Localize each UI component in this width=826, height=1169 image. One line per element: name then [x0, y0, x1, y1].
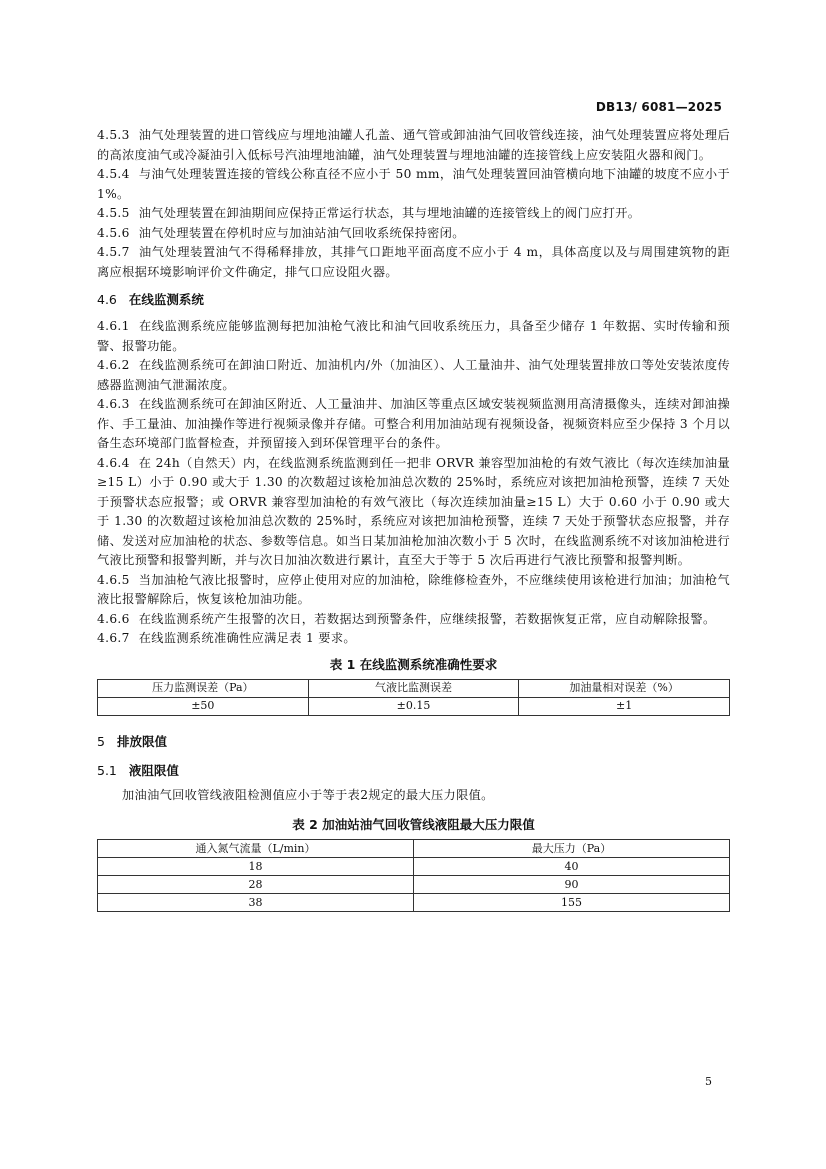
clause-4-6-4 [97, 454, 730, 571]
table-header-cell: 加油量相对误差（%） [519, 679, 730, 697]
section-heading-5-1 [97, 761, 730, 780]
clause-4-5-3 [97, 126, 730, 165]
clause-number: 4.6.1 [97, 319, 130, 333]
clause-number: 4.6.5 [97, 572, 130, 587]
table-header-row [98, 679, 730, 697]
clause-4-6-7 [97, 629, 730, 649]
clause-4-6-6 [97, 610, 730, 630]
clause-number: 4.5.4 [97, 167, 130, 181]
section-number: 5 [97, 733, 105, 749]
section-title: 液阻限值 [128, 762, 179, 778]
clause-number: 4.6.7 [97, 631, 130, 645]
clause-number: 4.5.3 [97, 128, 130, 142]
table-cell: 38 [98, 894, 414, 912]
table-1-accuracy [97, 679, 730, 716]
section-5-1-text: 加油油气回收管线液阻检测值应小于等于表2规定的最大压力限值。 [122, 787, 494, 802]
section-title: 排放限值 [116, 733, 167, 749]
clause-4-5-5 [97, 204, 730, 224]
clause-number: 4.5.7 [97, 245, 130, 259]
section-heading-5 [97, 732, 730, 751]
clause-text: 当加油枪气液比报警时，应停止使用对应的加油枪，除维修检查外，不应继续使用该枪进行加油；加油枪气液比报警解除后，恢复该枪加油功能。 [97, 572, 730, 606]
table-row [98, 697, 730, 715]
clause-text: 在线监测系统准确性应满足表 1 要求。 [138, 631, 356, 645]
clause-4-5-4 [97, 165, 730, 204]
clause-text: 油气处理装置的进口管线应与埋地油罐人孔盖、通气管或卸油油气回收管线连接，油气处理装置应将处理后的高浓度油气或冷凝油引入低标号汽油埋地油罐，油气处理装置与埋地油罐的连接管线上应安装阻火器和阀门。 [97, 128, 730, 162]
page-number: 5 [705, 1075, 712, 1088]
table-header-cell: 通入氮气流量（L/min） [98, 840, 414, 858]
clause-number: 4.6.2 [97, 358, 130, 372]
clause-text: 在线监测系统产生报警的次日，若数据达到预警条件，应继续报警，若数据恢复正常，应自动解除报警。 [138, 611, 716, 626]
clause-text: 油气处理装置在卸油期间应保持正常运行状态，其与埋地油罐的连接管线上的阀门应打开。 [138, 206, 641, 220]
clause-4-5-6 [97, 224, 730, 244]
table-cell: ±1 [519, 697, 730, 715]
section-heading-4-6 [97, 290, 730, 309]
clause-4-6-1 [97, 317, 730, 356]
clause-text: 油气处理装置在停机时应与加油站油气回收系统保持密闭。 [138, 225, 465, 240]
table-cell: 28 [98, 876, 414, 894]
table-cell: 18 [98, 858, 414, 876]
section-number: 4.6 [97, 292, 117, 307]
table-cell: 40 [414, 858, 730, 876]
clause-text: 油气处理装置油气不得稀释排放，其排气口距地平面高度不应小于 4 m，具体高度以及与周围建筑物的距离应根据环境影响评价文件确定，排气口应设阻火器。 [97, 245, 730, 279]
clause-text: 在线监测系统可在卸油区附近、人工量油井、加油区等重点区域安装视频监测用高清摄像头，连续对卸油操作、手工量油、加油操作等进行视频录像并存储。可整合利用加油站现有视频设备，视频资料应至少保持 3 个月以备生态环境部门监督检查，并预留接入到环保管理平台的条件。 [97, 397, 730, 450]
table-cell: 155 [414, 894, 730, 912]
document-code: DB13/ 6081—2025 [595, 100, 722, 114]
clause-4-6-2 [97, 356, 730, 395]
clause-number: 4.6.3 [97, 397, 130, 411]
clause-number: 4.5.5 [97, 206, 130, 220]
table-row [98, 858, 730, 876]
table-2-caption: 表 2 加油站油气回收管线液阻最大压力限值 [292, 817, 535, 832]
table-cell: ±50 [98, 697, 309, 715]
table-2-pressure-limits [97, 839, 730, 912]
clause-4-6-5 [97, 571, 730, 610]
clause-text: 在线监测系统可在卸油口附近、加油机内/外（加油区）、人工量油井、油气处理装置排放口等处安装浓度传感器监测油气泄漏浓度。 [97, 358, 730, 392]
page-body [97, 126, 730, 912]
table-row [98, 894, 730, 912]
clause-text: 在 24h（自然天）内，在线监测系统监测到任一把非 ORVR 兼容型加油枪的有效气液比（每次连续加油量≥15 L）小于 0.90 或大于 1.30 的次数超过该枪加油总次数的 25%时，系统应对该把加油枪预警，连续 7 天处于预警状态应报警；或 ORVR 兼容型加油枪的有效气液比（每次连续加油量≥15 L）大于 0.60 小于 0.90 或大于 1.30 的次数超过该枪加油总次数的 25%时，系统应对该把加油枪预警，连续 7 天处于预警状态应报警，并存储、发送对应加油枪的状态、参数等信息。如当日某加油枪加油次数小于 5 次时，在线监测系统不对该加油枪进行气液比预警和报警判断，并与次日加油次数进行累计，直至大于等于 5 次后再进行气液比预警和报警判断。 [97, 455, 730, 567]
clause-number: 4.6.4 [97, 455, 130, 470]
table-1-caption: 表 1 在线监测系统准确性要求 [329, 656, 498, 672]
section-title: 在线监测系统 [128, 292, 204, 307]
clause-4-6-3 [97, 395, 730, 454]
table-row [98, 876, 730, 894]
table-cell: ±0.15 [308, 697, 519, 715]
table-cell: 90 [414, 876, 730, 894]
table-header-cell: 最大压力（Pa） [414, 840, 730, 858]
clause-number: 4.5.6 [97, 225, 130, 240]
clause-text: 在线监测系统应能够监测每把加油枪气液比和油气回收系统压力，具备至少储存 1 年数据、实时传输和预警、报警功能。 [97, 319, 730, 353]
table-header-cell: 压力监测误差（Pa） [98, 679, 309, 697]
table-header-row [98, 840, 730, 858]
clause-text: 与油气处理装置连接的管线公称直径不应小于 50 mm，油气处理装置回油管横向地下油罐的坡度不应小于 1%。 [97, 167, 730, 201]
table-header-cell: 气液比监测误差 [308, 679, 519, 697]
clause-number: 4.6.6 [97, 611, 130, 626]
clause-4-5-7 [97, 243, 730, 282]
section-number: 5.1 [97, 762, 117, 778]
